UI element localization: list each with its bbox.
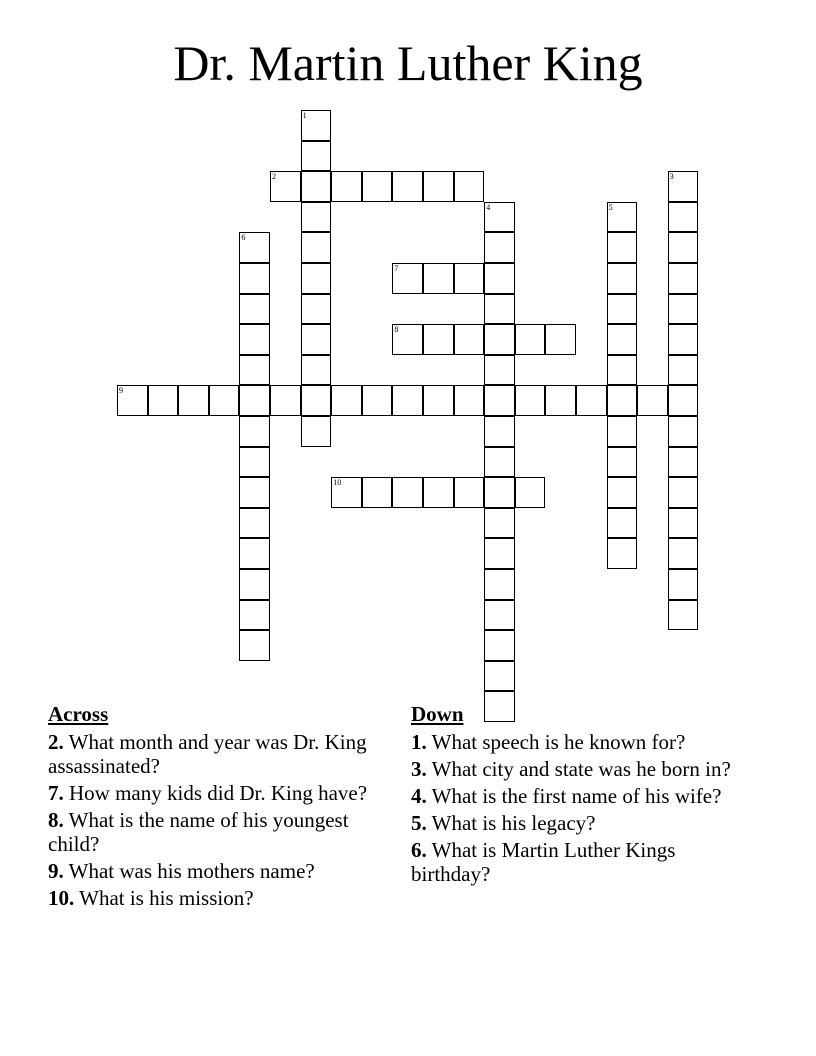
across-clues [48, 702, 378, 913]
clue-number: 6. [411, 838, 427, 862]
grid-cell[interactable] [239, 385, 270, 416]
grid-cell[interactable] [668, 202, 699, 233]
grid-cell[interactable] [239, 294, 270, 325]
clue-text: How many kids did Dr. King have? [69, 781, 368, 805]
clue-number-label: 5 [608, 202, 613, 212]
clue-number-label: 1 [302, 111, 307, 120]
grid-cell[interactable] [239, 600, 270, 631]
clue-down-5 [411, 811, 751, 835]
page-title: Dr. Martin Luther King [173, 35, 643, 91]
clue-number: 5. [411, 811, 427, 835]
grid-cell[interactable] [301, 324, 332, 355]
grid-cell[interactable] [423, 477, 454, 508]
grid-cell[interactable] [239, 477, 270, 508]
grid-cell[interactable] [239, 355, 270, 386]
grid-cell[interactable] [668, 263, 699, 294]
grid-cell[interactable] [239, 630, 270, 661]
clue-number-label: 2 [272, 172, 276, 182]
grid-cell[interactable] [484, 263, 515, 294]
clue-number-label: 8 [394, 325, 399, 335]
grid-cell[interactable] [301, 263, 332, 294]
grid-cell[interactable] [607, 477, 638, 508]
clue-across-2 [48, 730, 378, 778]
grid-cell[interactable] [607, 324, 638, 355]
grid-cell[interactable] [484, 538, 515, 569]
grid-cell[interactable] [392, 171, 423, 202]
clue-down-4 [411, 784, 751, 808]
clue-number-label: 4 [486, 202, 491, 212]
grid-cell[interactable] [668, 447, 699, 478]
grid-cell[interactable] [301, 355, 332, 386]
grid-cell[interactable] [668, 355, 699, 386]
grid-cell[interactable] [392, 324, 423, 355]
grid-cell[interactable] [239, 324, 270, 355]
grid-cell[interactable] [331, 385, 362, 416]
grid-cell[interactable] [454, 477, 485, 508]
grid-cell[interactable] [668, 416, 699, 447]
grid-cell[interactable] [484, 355, 515, 386]
grid-cell[interactable] [668, 538, 699, 569]
grid-cell[interactable] [423, 171, 454, 202]
down-heading: Down [411, 702, 464, 726]
grid-cell[interactable] [484, 385, 515, 416]
clue-text: What is the name of his youngest child? [48, 808, 349, 856]
clue-number: 9. [48, 859, 64, 883]
clue-text: What city and state was he born in? [431, 757, 731, 781]
grid-cell[interactable] [484, 294, 515, 325]
clue-text: What month and year was Dr. King assassinated? [48, 730, 367, 778]
grid-cell[interactable] [668, 600, 699, 631]
clue-text: What was his mothers name? [68, 859, 315, 883]
grid-cell[interactable] [484, 661, 515, 692]
grid-cell[interactable] [484, 508, 515, 539]
grid-cell[interactable] [239, 232, 270, 263]
grid-cell[interactable] [423, 324, 454, 355]
grid-cell[interactable] [607, 355, 638, 386]
clue-number: 7. [48, 781, 64, 805]
grid-cell[interactable] [668, 569, 699, 600]
grid-cell[interactable] [239, 538, 270, 569]
grid-cell[interactable] [301, 416, 332, 447]
grid-cell[interactable] [239, 263, 270, 294]
grid-cell[interactable] [484, 447, 515, 478]
grid-cell[interactable] [239, 447, 270, 478]
grid-cell[interactable] [607, 416, 638, 447]
clue-down-6 [411, 838, 751, 886]
clue-text: What is his mission? [79, 886, 254, 910]
clue-across-10 [48, 886, 378, 910]
grid-cell[interactable] [576, 385, 607, 416]
grid-cell[interactable] [607, 294, 638, 325]
grid-cell[interactable] [637, 385, 668, 416]
grid-cell[interactable] [668, 385, 699, 416]
grid-cell[interactable] [484, 477, 515, 508]
clue-across-7 [48, 781, 378, 805]
grid-cell[interactable] [301, 232, 332, 263]
clue-number: 10. [48, 886, 75, 910]
clue-text: What speech is he known for? [431, 730, 686, 754]
clue-down-3 [411, 757, 751, 781]
grid-cell[interactable] [117, 385, 148, 416]
grid-cell[interactable] [423, 263, 454, 294]
grid-cell[interactable] [392, 385, 423, 416]
clue-number-label: 10 [333, 478, 342, 488]
grid-cell[interactable] [454, 263, 485, 294]
clue-across-8 [48, 808, 378, 856]
clue-number: 4. [411, 784, 427, 808]
grid-cell[interactable] [607, 263, 638, 294]
grid-cell[interactable] [454, 171, 485, 202]
grid-cell[interactable] [454, 324, 485, 355]
grid-cell[interactable] [178, 385, 209, 416]
clue-number-label: 3 [669, 172, 674, 182]
grid-cell[interactable] [607, 385, 638, 416]
clue-number: 8. [48, 808, 64, 832]
clue-number: 1. [411, 730, 427, 754]
grid-cell[interactable] [362, 385, 393, 416]
grid-cell[interactable] [484, 600, 515, 631]
clue-text: What is his legacy? [431, 811, 596, 835]
grid-cell[interactable] [545, 324, 576, 355]
grid-cell[interactable] [392, 477, 423, 508]
grid-cell[interactable] [301, 110, 332, 141]
grid-cell[interactable] [668, 232, 699, 263]
grid-cell[interactable] [239, 416, 270, 447]
grid-cell[interactable] [331, 171, 362, 202]
clue-across-9 [48, 859, 378, 883]
grid-cell[interactable] [301, 294, 332, 325]
grid-cell[interactable] [515, 324, 546, 355]
grid-cell[interactable] [607, 202, 638, 233]
grid-cell[interactable] [209, 385, 240, 416]
clue-number-label: 7 [394, 264, 399, 273]
grid-cell[interactable] [607, 508, 638, 539]
grid-cell[interactable] [331, 477, 362, 508]
grid-cell[interactable] [484, 569, 515, 600]
grid-cell[interactable] [148, 385, 179, 416]
down-clues [411, 702, 751, 889]
across-heading: Across [48, 702, 109, 726]
grid-cell[interactable] [301, 171, 332, 202]
grid-cell[interactable] [607, 447, 638, 478]
grid-cell[interactable] [362, 477, 393, 508]
grid-cell[interactable] [301, 385, 332, 416]
grid-cell[interactable] [607, 232, 638, 263]
clue-text: What is Martin Luther Kings birthday? [411, 838, 676, 886]
grid-cell[interactable] [362, 171, 393, 202]
grid-cell[interactable] [607, 538, 638, 569]
grid-cell[interactable] [239, 569, 270, 600]
grid-cell[interactable] [484, 324, 515, 355]
grid-cell[interactable] [301, 141, 332, 172]
grid-cell[interactable] [484, 630, 515, 661]
grid-cell[interactable] [270, 171, 301, 202]
grid-cell[interactable] [484, 416, 515, 447]
grid-cell[interactable] [515, 385, 546, 416]
grid-cell[interactable] [484, 232, 515, 263]
grid-cell[interactable] [668, 171, 699, 202]
grid-cell[interactable] [423, 385, 454, 416]
grid-cell[interactable] [392, 263, 423, 294]
grid-cell[interactable] [668, 508, 699, 539]
clue-number-label: 9 [119, 386, 123, 396]
grid-cell[interactable] [484, 202, 515, 233]
clue-text: What is the first name of his wife? [431, 784, 722, 808]
clue-number: 2. [48, 730, 64, 754]
clue-down-1 [411, 730, 751, 754]
grid-cell[interactable] [668, 477, 699, 508]
grid-cell[interactable] [454, 385, 485, 416]
grid-cell[interactable] [515, 477, 546, 508]
grid-cell[interactable] [239, 508, 270, 539]
grid-cell[interactable] [668, 324, 699, 355]
grid-cell[interactable] [270, 385, 301, 416]
clue-number: 3. [411, 757, 427, 781]
grid-cell[interactable] [545, 385, 576, 416]
grid-cell[interactable] [301, 202, 332, 233]
grid-cell[interactable] [668, 294, 699, 325]
clue-number-label: 6 [241, 233, 246, 243]
